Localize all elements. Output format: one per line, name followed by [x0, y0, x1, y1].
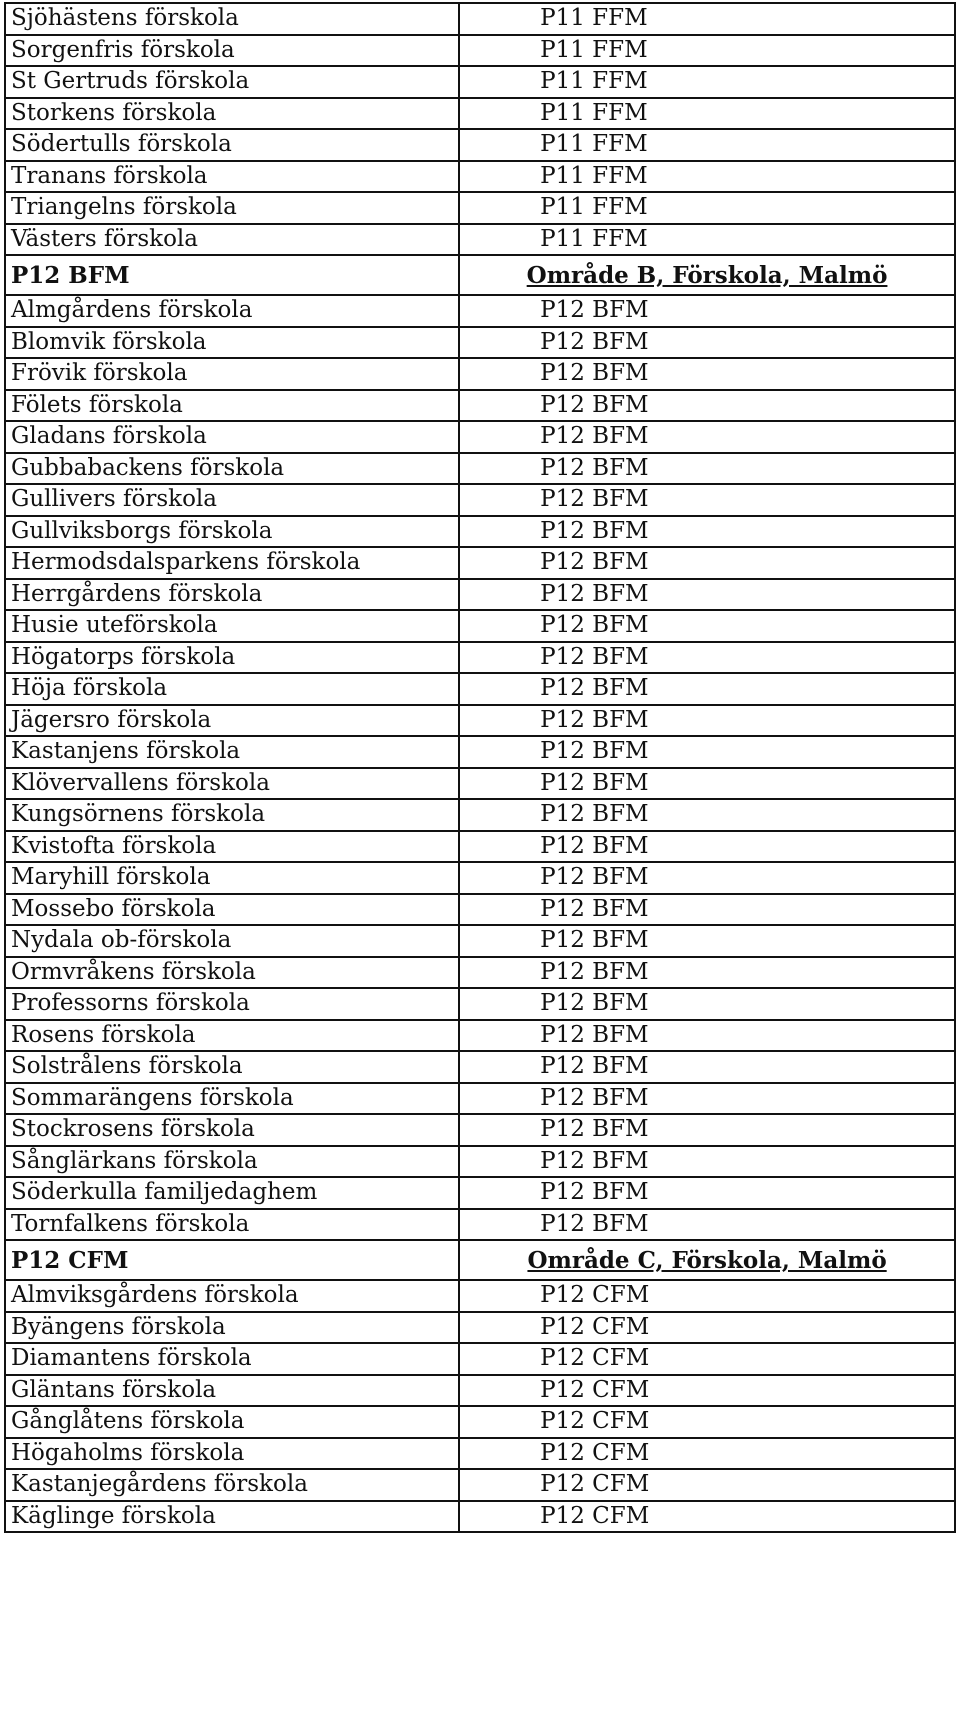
table-row — [5, 705, 955, 737]
table-row — [5, 1177, 955, 1209]
unit-code: P12 BFM — [459, 421, 955, 453]
unit-code: P12 BFM — [459, 295, 955, 327]
unit-code: P11 FFM — [459, 3, 955, 35]
unit-code: P12 BFM — [459, 705, 955, 737]
table-row — [5, 1051, 955, 1083]
table-row — [5, 1438, 955, 1470]
table-row — [5, 894, 955, 926]
unit-code: P12 BFM — [459, 1209, 955, 1241]
preschool-table — [4, 2, 956, 1533]
table-row — [5, 736, 955, 768]
preschool-name: Sommarängens förskola — [5, 1083, 459, 1115]
preschool-table-body — [5, 3, 955, 1532]
table-row — [5, 799, 955, 831]
unit-code: P12 CFM — [459, 1312, 955, 1344]
table-row — [5, 1343, 955, 1375]
section-header-row — [5, 255, 955, 295]
preschool-name: Högatorps förskola — [5, 642, 459, 674]
preschool-name: Tranans förskola — [5, 161, 459, 193]
section-code: P12 BFM — [5, 255, 459, 295]
table-row — [5, 3, 955, 35]
table-row — [5, 1146, 955, 1178]
preschool-name: Kastanjegårdens förskola — [5, 1469, 459, 1501]
unit-code: P12 BFM — [459, 862, 955, 894]
preschool-name: Gubbabackens förskola — [5, 453, 459, 485]
unit-code: P12 BFM — [459, 547, 955, 579]
table-row — [5, 1020, 955, 1052]
preschool-name: Nydala ob-förskola — [5, 925, 459, 957]
table-row — [5, 421, 955, 453]
unit-code: P12 BFM — [459, 610, 955, 642]
table-row — [5, 484, 955, 516]
unit-code: P12 BFM — [459, 894, 955, 926]
unit-code: P12 BFM — [459, 988, 955, 1020]
table-row — [5, 453, 955, 485]
table-row — [5, 1083, 955, 1115]
unit-code: P12 CFM — [459, 1343, 955, 1375]
unit-code: P11 FFM — [459, 192, 955, 224]
table-row — [5, 1280, 955, 1312]
preschool-name: Klövervallens förskola — [5, 768, 459, 800]
table-row — [5, 358, 955, 390]
table-row — [5, 925, 955, 957]
table-row — [5, 224, 955, 256]
preschool-name: Frövik förskola — [5, 358, 459, 390]
preschool-name: Storkens förskola — [5, 98, 459, 130]
table-row — [5, 768, 955, 800]
table-row — [5, 66, 955, 98]
preschool-name: Tornfalkens förskola — [5, 1209, 459, 1241]
preschool-name: Gullviksborgs förskola — [5, 516, 459, 548]
preschool-name: Höja förskola — [5, 673, 459, 705]
preschool-name: Gånglåtens förskola — [5, 1406, 459, 1438]
preschool-name: Husie uteförskola — [5, 610, 459, 642]
unit-code: P12 BFM — [459, 1083, 955, 1115]
section-code: P12 CFM — [5, 1240, 459, 1280]
unit-code: P12 BFM — [459, 1146, 955, 1178]
preschool-name: Jägersro förskola — [5, 705, 459, 737]
preschool-name: Käglinge förskola — [5, 1501, 459, 1533]
preschool-name: Solstrålens förskola — [5, 1051, 459, 1083]
unit-code: P12 BFM — [459, 799, 955, 831]
table-row — [5, 1312, 955, 1344]
preschool-name: Västers förskola — [5, 224, 459, 256]
table-row — [5, 862, 955, 894]
table-row — [5, 1114, 955, 1146]
preschool-name: Söderkulla familjedaghem — [5, 1177, 459, 1209]
unit-code: P12 BFM — [459, 1177, 955, 1209]
preschool-name: Sjöhästens förskola — [5, 3, 459, 35]
unit-code: P12 BFM — [459, 453, 955, 485]
table-row — [5, 610, 955, 642]
table-row — [5, 1469, 955, 1501]
unit-code: P12 BFM — [459, 768, 955, 800]
table-row — [5, 327, 955, 359]
table-row — [5, 516, 955, 548]
preschool-name: Kungsörnens förskola — [5, 799, 459, 831]
unit-code: P12 BFM — [459, 957, 955, 989]
preschool-name: Almgårdens förskola — [5, 295, 459, 327]
preschool-name: Byängens förskola — [5, 1312, 459, 1344]
unit-code: P12 CFM — [459, 1280, 955, 1312]
table-row — [5, 129, 955, 161]
preschool-name: Fölets förskola — [5, 390, 459, 422]
section-area: Område B, Förskola, Malmö — [459, 255, 955, 295]
unit-code: P12 CFM — [459, 1438, 955, 1470]
table-row — [5, 390, 955, 422]
unit-code: P12 CFM — [459, 1406, 955, 1438]
preschool-name: Sorgenfris förskola — [5, 35, 459, 67]
preschool-name: Högaholms förskola — [5, 1438, 459, 1470]
table-row — [5, 1209, 955, 1241]
table-row — [5, 988, 955, 1020]
preschool-name: Sånglärkans förskola — [5, 1146, 459, 1178]
unit-code: P12 BFM — [459, 358, 955, 390]
unit-code: P12 BFM — [459, 925, 955, 957]
preschool-name: Södertulls förskola — [5, 129, 459, 161]
preschool-name: Diamantens förskola — [5, 1343, 459, 1375]
table-row — [5, 547, 955, 579]
table-row — [5, 161, 955, 193]
preschool-name: Almviksgårdens förskola — [5, 1280, 459, 1312]
table-row — [5, 295, 955, 327]
table-row — [5, 98, 955, 130]
preschool-name: Blomvik förskola — [5, 327, 459, 359]
preschool-name: Triangelns förskola — [5, 192, 459, 224]
unit-code: P12 BFM — [459, 516, 955, 548]
table-row — [5, 957, 955, 989]
unit-code: P11 FFM — [459, 161, 955, 193]
table-row — [5, 579, 955, 611]
section-area: Område C, Förskola, Malmö — [459, 1240, 955, 1280]
unit-code: P12 BFM — [459, 642, 955, 674]
unit-code: P11 FFM — [459, 224, 955, 256]
unit-code: P11 FFM — [459, 66, 955, 98]
preschool-name: St Gertruds förskola — [5, 66, 459, 98]
table-row — [5, 642, 955, 674]
table-row — [5, 1501, 955, 1533]
preschool-name: Rosens förskola — [5, 1020, 459, 1052]
preschool-name: Gullivers förskola — [5, 484, 459, 516]
preschool-name: Maryhill förskola — [5, 862, 459, 894]
unit-code: P12 BFM — [459, 673, 955, 705]
preschool-name: Ormvråkens förskola — [5, 957, 459, 989]
unit-code: P12 BFM — [459, 484, 955, 516]
preschool-name: Gläntans förskola — [5, 1375, 459, 1407]
table-row — [5, 1406, 955, 1438]
table-row — [5, 673, 955, 705]
preschool-name: Gladans förskola — [5, 421, 459, 453]
unit-code: P12 BFM — [459, 579, 955, 611]
unit-code: P12 BFM — [459, 831, 955, 863]
table-row — [5, 35, 955, 67]
section-header-row — [5, 1240, 955, 1280]
unit-code: P12 BFM — [459, 327, 955, 359]
table-row — [5, 192, 955, 224]
preschool-name: Professorns förskola — [5, 988, 459, 1020]
table-row — [5, 1375, 955, 1407]
unit-code: P12 BFM — [459, 736, 955, 768]
preschool-name: Mossebo förskola — [5, 894, 459, 926]
unit-code: P12 CFM — [459, 1375, 955, 1407]
unit-code: P12 CFM — [459, 1469, 955, 1501]
unit-code: P12 BFM — [459, 1020, 955, 1052]
preschool-name: Hermodsdalsparkens förskola — [5, 547, 459, 579]
preschool-name: Herrgårdens förskola — [5, 579, 459, 611]
preschool-name: Kastanjens förskola — [5, 736, 459, 768]
table-row — [5, 831, 955, 863]
unit-code: P12 BFM — [459, 1051, 955, 1083]
preschool-name: Kvistofta förskola — [5, 831, 459, 863]
preschool-name: Stockrosens förskola — [5, 1114, 459, 1146]
unit-code: P12 BFM — [459, 390, 955, 422]
unit-code: P12 CFM — [459, 1501, 955, 1533]
unit-code: P11 FFM — [459, 98, 955, 130]
unit-code: P11 FFM — [459, 35, 955, 67]
unit-code: P11 FFM — [459, 129, 955, 161]
unit-code: P12 BFM — [459, 1114, 955, 1146]
